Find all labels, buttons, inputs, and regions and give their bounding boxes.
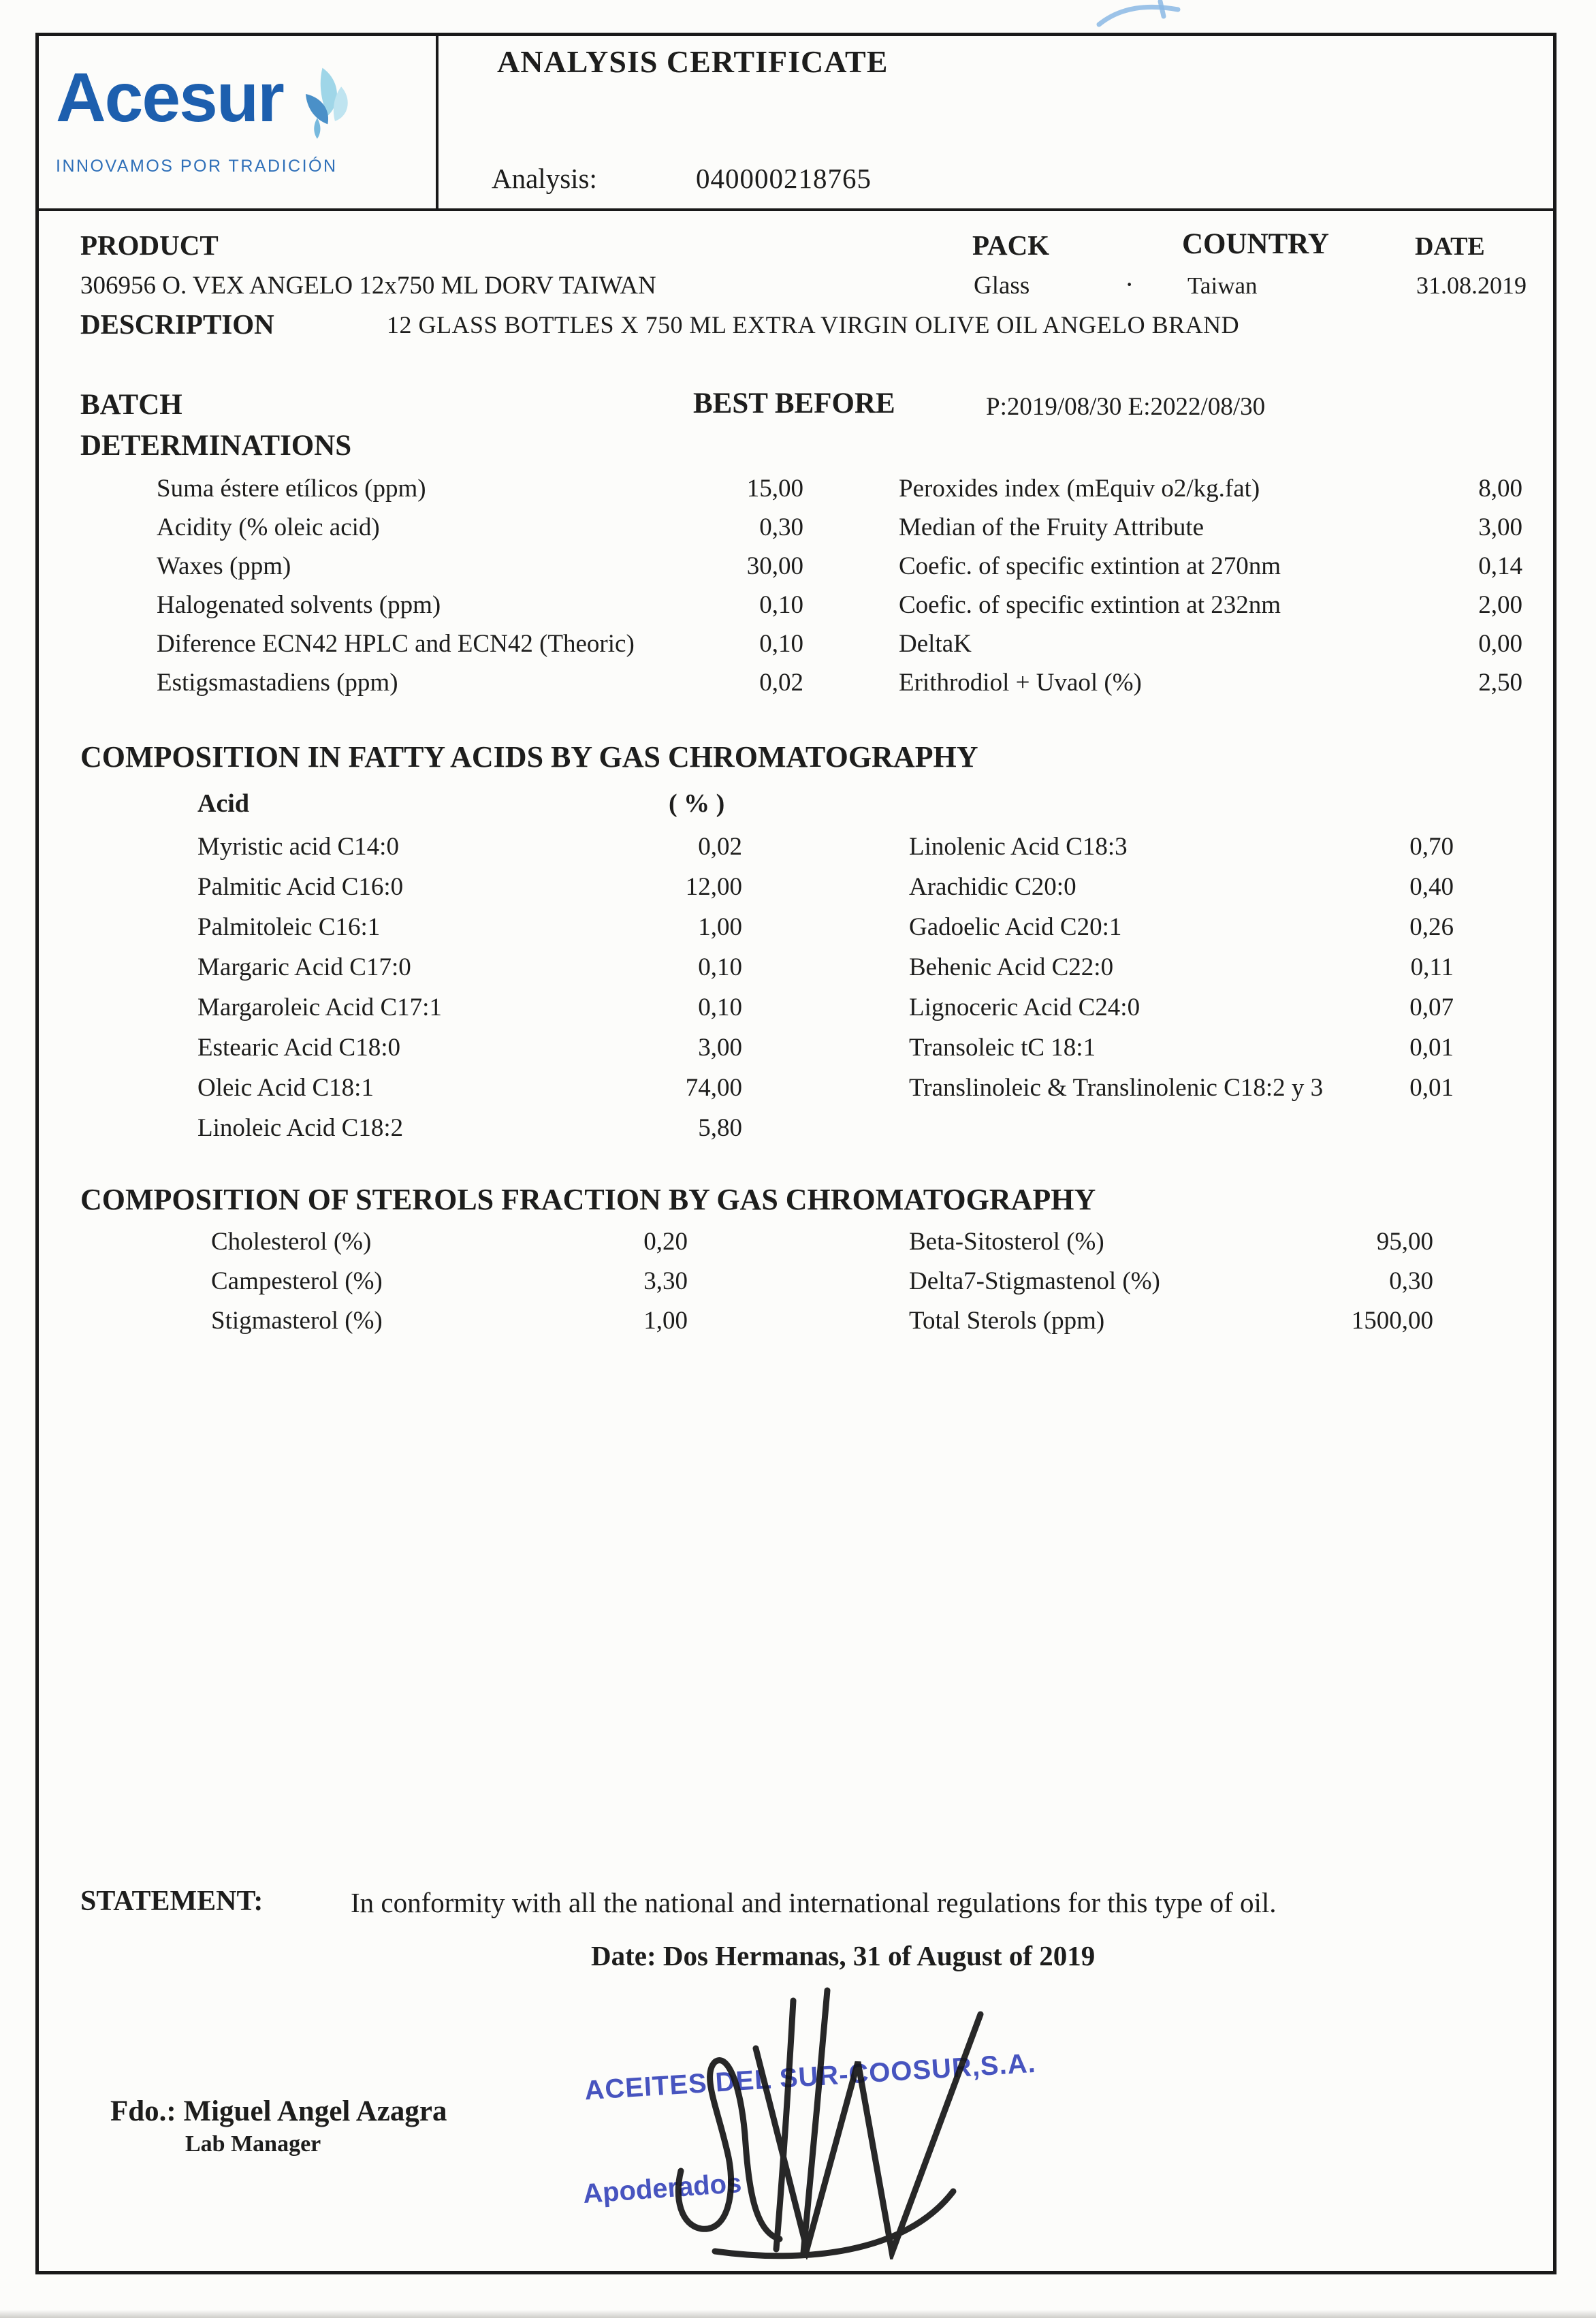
sterol-value: 1500,00 <box>1351 1307 1433 1335</box>
table-row <box>909 872 1454 912</box>
batch-label: BATCH <box>80 389 182 421</box>
fatty-acid-label: Estearic Acid C18:0 <box>197 1034 400 1062</box>
table-row <box>157 629 803 668</box>
company-stamp-line1: ACEITES DEL SUR-COOSUR,S.A. <box>584 2048 1037 2106</box>
determination-label: Coefic. of specific extintion at 270nm <box>899 552 1281 580</box>
pen-mark <box>1094 0 1189 29</box>
table-row <box>211 1227 688 1267</box>
determination-label: Halogenated solvents (ppm) <box>157 591 441 619</box>
determination-label: Acidity (% oleic acid) <box>157 513 380 541</box>
determination-value: 2,00 <box>1478 591 1522 619</box>
table-row <box>909 1306 1433 1346</box>
fatty-acid-label: Oleic Acid C18:1 <box>197 1074 374 1102</box>
sterol-label: Total Sterols (ppm) <box>909 1307 1105 1335</box>
pack-value: Glass <box>974 272 1030 300</box>
sterol-value: 1,00 <box>643 1307 688 1335</box>
logo-brand-text: Acesur <box>56 59 283 136</box>
fatty-acid-value: 0,07 <box>1409 994 1454 1021</box>
table-row <box>157 513 803 552</box>
analysis-number: 040000218765 <box>696 163 872 194</box>
sterol-label: Cholesterol (%) <box>211 1228 372 1256</box>
table-row <box>157 474 803 513</box>
table-row <box>909 832 1454 872</box>
determination-label: Erithrodiol + Uvaol (%) <box>899 669 1142 697</box>
company-logo <box>56 59 353 176</box>
fatty-acid-label: Linoleic Acid C18:2 <box>197 1114 404 1142</box>
determination-value: 8,00 <box>1478 475 1522 503</box>
fatty-acids-section-title: COMPOSITION IN FATTY ACIDS BY GAS CHROMATOGRAPHY <box>80 740 978 774</box>
fatty-acids-col-header-percent: ( % ) <box>669 789 725 818</box>
table-row <box>909 912 1454 953</box>
table-row <box>899 552 1522 590</box>
table-row <box>909 1073 1454 1113</box>
fatty-acid-value: 5,80 <box>698 1114 742 1142</box>
product-label: PRODUCT <box>80 229 219 261</box>
determination-label: DeltaK <box>899 630 972 658</box>
determination-label: Median of the Fruity Attribute <box>899 513 1204 541</box>
table-row <box>197 1033 742 1073</box>
fatty-acid-label: Palmitoleic C16:1 <box>197 913 381 941</box>
sterols-table-left <box>211 1227 688 1346</box>
fatty-acid-label: Palmitic Acid C16:0 <box>197 873 404 901</box>
determination-value: 0,00 <box>1478 630 1522 658</box>
sterol-value: 0,30 <box>1389 1267 1433 1295</box>
sterol-label: Stigmasterol (%) <box>211 1307 383 1335</box>
country-value: Taiwan <box>1187 272 1258 299</box>
table-row <box>197 1073 742 1113</box>
table-row <box>197 993 742 1033</box>
statement-label: STATEMENT: <box>80 1886 264 1917</box>
best-before-label: BEST BEFORE <box>693 387 895 419</box>
fatty-acid-value: 1,00 <box>698 913 742 941</box>
fatty-acid-label: Lignoceric Acid C24:0 <box>909 994 1140 1021</box>
best-before-value: P:2019/08/30 E:2022/08/30 <box>986 393 1266 421</box>
fatty-acid-value: 0,10 <box>698 994 742 1021</box>
signer-name: Fdo.: Miguel Angel Azagra <box>110 2095 447 2127</box>
table-row <box>909 1227 1433 1267</box>
description-label: DESCRIPTION <box>80 308 274 340</box>
determination-value: 0,10 <box>759 630 803 658</box>
sterols-section-title: COMPOSITION OF STEROLS FRACTION BY GAS CHROMATOGRAPHY <box>80 1183 1096 1216</box>
analysis-label: Analysis: <box>492 163 597 194</box>
fatty-acids-table-left <box>197 832 742 1154</box>
table-row <box>899 513 1522 552</box>
determinations-table-right <box>899 474 1522 707</box>
fatty-acid-label: Myristic acid C14:0 <box>197 833 399 861</box>
description-value: 12 GLASS BOTTLES X 750 ML EXTRA VIRGIN OLIVE OIL ANGELO BRAND <box>387 311 1240 338</box>
fatty-acid-value: 3,00 <box>698 1034 742 1062</box>
logo-tagline: INNOVAMOS POR TRADICIÓN <box>56 157 338 176</box>
table-row <box>899 629 1522 668</box>
determination-value: 0,10 <box>759 591 803 619</box>
sterol-value: 95,00 <box>1376 1228 1433 1256</box>
fatty-acid-label: Margaric Acid C17:0 <box>197 953 411 981</box>
determination-label: Peroxides index (mEquiv o2/kg.fat) <box>899 475 1260 503</box>
fatty-acid-label: Behenic Acid C22:0 <box>909 953 1114 981</box>
table-row <box>909 1267 1433 1306</box>
sterol-value: 3,30 <box>643 1267 688 1295</box>
fatty-acid-value: 0,26 <box>1409 913 1454 941</box>
determination-label: Diference ECN42 HPLC and ECN42 (Theoric) <box>157 630 635 658</box>
handwritten-signature <box>633 1967 1015 2259</box>
table-row <box>197 872 742 912</box>
determination-label: Coefic. of specific extintion at 232nm <box>899 591 1281 619</box>
sterol-label: Delta7-Stigmastenol (%) <box>909 1267 1160 1295</box>
separator-dot: · <box>1125 269 1134 300</box>
fatty-acids-col-header-acid: Acid <box>197 789 249 818</box>
determinations-label: DETERMINATIONS <box>80 430 352 462</box>
sterol-label: Campesterol (%) <box>211 1267 383 1295</box>
fatty-acid-label: Margaroleic Acid C17:1 <box>197 994 442 1021</box>
fatty-acid-value: 0,01 <box>1409 1074 1454 1102</box>
header-horizontal-rule <box>35 208 1557 211</box>
fatty-acid-value: 0,10 <box>698 953 742 981</box>
scan-edge-artifact <box>0 2310 1596 2318</box>
fatty-acid-label: Transoleic tC 18:1 <box>909 1034 1096 1062</box>
table-row <box>899 590 1522 629</box>
table-row <box>197 912 742 953</box>
table-row <box>211 1267 688 1306</box>
table-row <box>197 1113 742 1154</box>
determination-value: 15,00 <box>746 475 803 503</box>
determination-value: 3,00 <box>1478 513 1522 541</box>
header-vertical-divider <box>436 36 438 210</box>
pack-label: PACK <box>972 229 1050 261</box>
sterol-label: Beta-Sitosterol (%) <box>909 1228 1104 1256</box>
determination-value: 2,50 <box>1478 669 1522 697</box>
table-row <box>909 953 1454 993</box>
fatty-acid-value: 74,00 <box>685 1074 742 1102</box>
determination-label: Estigsmastadiens (ppm) <box>157 669 398 697</box>
table-row <box>211 1306 688 1346</box>
determination-value: 0,02 <box>759 669 803 697</box>
country-label: COUNTRY <box>1182 228 1329 260</box>
determination-value: 0,30 <box>759 513 803 541</box>
date-value: 31.08.2019 <box>1416 272 1527 299</box>
fatty-acid-value: 0,02 <box>698 833 742 861</box>
leaf-icon <box>290 63 353 143</box>
table-row <box>197 832 742 872</box>
fatty-acid-label: Gadoelic Acid C20:1 <box>909 913 1122 941</box>
fatty-acid-label: Arachidic C20:0 <box>909 873 1076 901</box>
fatty-acid-label: Translinoleic & Translinolenic C18:2 y 3 <box>909 1074 1324 1102</box>
date-label: DATE <box>1415 232 1485 261</box>
statement-date-line: Date: Dos Hermanas, 31 of August of 2019 <box>591 1940 1096 1971</box>
table-row <box>909 1033 1454 1073</box>
fatty-acid-value: 0,11 <box>1410 953 1454 981</box>
determination-label: Waxes (ppm) <box>157 552 291 580</box>
fatty-acid-label: Linolenic Acid C18:3 <box>909 833 1128 861</box>
company-stamp-line2: Apoderados <box>581 2168 743 2210</box>
sterols-table-right <box>909 1227 1433 1346</box>
table-row <box>899 668 1522 707</box>
determination-value: 0,14 <box>1478 552 1522 580</box>
product-value: 306956 O. VEX ANGELO 12x750 ML DORV TAIWAN <box>80 272 656 300</box>
statement-text: In conformity with all the national and international regulations for this type of oil. <box>351 1887 1277 1918</box>
fatty-acid-value: 0,70 <box>1409 833 1454 861</box>
sterol-value: 0,20 <box>643 1228 688 1256</box>
table-row <box>909 993 1454 1033</box>
fatty-acid-value: 0,40 <box>1409 873 1454 901</box>
determination-label: Suma éstere etílicos (ppm) <box>157 475 426 503</box>
table-row <box>157 590 803 629</box>
fatty-acid-value: 0,01 <box>1409 1034 1454 1062</box>
table-row <box>157 668 803 707</box>
table-row <box>157 552 803 590</box>
page-border <box>35 33 1557 2274</box>
table-row <box>197 953 742 993</box>
determinations-table-left <box>157 474 803 707</box>
signer-role: Lab Manager <box>185 2131 321 2157</box>
fatty-acid-value: 12,00 <box>685 873 742 901</box>
determination-value: 30,00 <box>746 552 803 580</box>
fatty-acids-table-right <box>909 832 1454 1113</box>
table-row <box>899 474 1522 513</box>
page-title: ANALYSIS CERTIFICATE <box>497 44 889 79</box>
